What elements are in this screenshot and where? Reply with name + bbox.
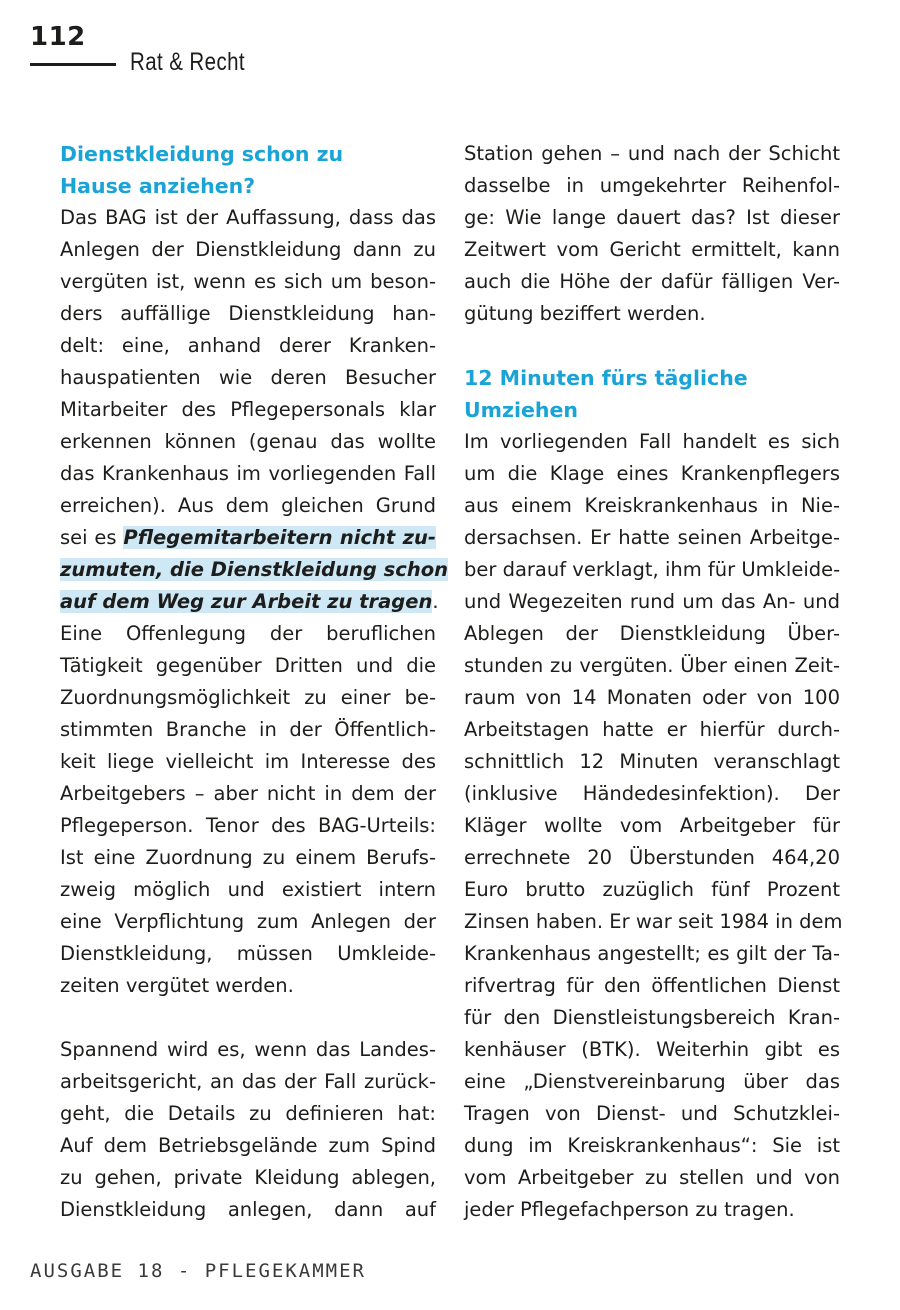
text-line: jeder Pflegefachperson zu tragen. [464,1198,795,1221]
text-line: rifvertrag für den öffentlichen Dienst [464,974,840,997]
text-line: dasselbe in umgekehrter Reihenfol- [464,174,840,197]
text-fragment: sei es [60,526,124,549]
text-line: das Krankenhaus im vorliegenden Fall [60,462,436,485]
text-line: Arbeitgebers – aber nicht in dem der [60,782,436,805]
highlighted-quote: zumuten, die Dienstkleidung schon [60,558,448,581]
text-line: Tätigkeit gegenüber Dritten und die [60,654,436,677]
text-line: Dienstkleidung, müssen Umkleide- [60,942,436,965]
text-line: erreichen). Aus dem gleichen Grund [60,494,436,517]
paragraph-gap [60,1002,436,1034]
text-line: stunden zu vergüten. Über einen Zeit- [464,654,840,677]
page-number: 112 [30,22,86,52]
text-line: zweig möglich und existiert intern [60,878,436,901]
text-line: geht, die Details zu definieren hat: [60,1102,436,1125]
heading-line: Umziehen [464,398,578,422]
text-line [60,586,439,618]
text-line: Zuordnungsmöglichkeit zu einer be- [60,686,436,709]
text-line: vom Arbeitgeber zu stellen und von [464,1166,840,1189]
text-line: dung im Kreiskrankenhaus“: Sie ist [464,1134,840,1157]
text-line: aus einem Kreiskrankenhaus in Nie- [464,494,840,517]
heading-line: Hause anziehen? [60,174,256,198]
heading-line: 12 Minuten fürs tägliche [464,366,748,390]
heading-line: Dienstkleidung schon zu [60,142,344,166]
text-line: Spannend wird es, wenn das Landes- [60,1038,436,1061]
text-line: Dienstkleidung anlegen, dann auf [60,1198,436,1221]
text-line: auch die Höhe der dafür fälligen Ver- [464,270,840,293]
text-line: Ist eine Zuordnung zu einem Berufs- [60,846,436,869]
text-line: delt: eine, anhand derer Kranken- [60,334,436,357]
text-line: Kläger wollte vom Arbeitgeber für [464,814,840,837]
text-line: um die Klage eines Krankenpflegers [464,462,840,485]
text-line: gütung beziffert werden. [464,302,706,325]
text-line: arbeitsgericht, an das der Fall zurück- [60,1070,436,1093]
text-line: erkennen können (genau das wollte [60,430,436,453]
text-line: kenhäuser (BTK). Weiterhin gibt es [464,1038,840,1061]
text-line: Station gehen – und nach der Schicht [464,142,840,165]
text-line: ders auffällige Dienstkleidung han- [60,302,436,325]
text-line: Arbeitstagen hatte er hierfür durch- [464,718,840,741]
text-line: Anlegen der Dienstkleidung dann zu [60,238,436,261]
footer-issue: AUSGABE 18 - PFLEGEKAMMER [30,1260,366,1282]
text-line: Krankenhaus angestellt; es gilt der Ta- [464,942,840,965]
highlighted-quote: Pflegemitarbeitern nicht zu- [123,526,436,549]
text-line: eine Verpflichtung zum Anlegen der [60,910,436,933]
right-column [464,138,843,1226]
text-line: Zinsen haben. Er war seit 1984 in dem [464,910,843,933]
text-line: eine „Dienstvereinbarung über das [464,1070,840,1093]
text-line: Mitarbeiter des Pflegepersonals klar [60,398,436,421]
text-line: Pflegeperson. Tenor des BAG-Urteils: [60,814,436,837]
text-line: schnittlich 12 Minuten veranschlagt [464,750,840,773]
text-line: raum von 14 Monaten oder von 100 [464,686,840,709]
text-line: Zeitwert vom Gericht ermittelt, kann [464,238,840,261]
text-line: ge: Wie lange dauert das? Ist dieser [464,206,840,229]
text-line: Ablegen der Dienstkleidung Über- [464,622,840,645]
text-line: für den Dienstleistungsbereich Kran- [464,1006,840,1029]
text-line: Auf dem Betriebsgelände zum Spind [60,1134,436,1157]
text-line: zu gehen, private Kleidung ablegen, [60,1166,436,1189]
text-line: errechnete 20 Überstunden 464,20 [464,846,840,869]
text-line [60,522,436,554]
header-rule [30,63,116,66]
paragraph-gap [464,330,840,362]
text-line: stimmten Branche in der Öffentlich- [60,718,436,741]
text-line: zeiten vergütet werden. [60,974,294,997]
text-line: ber darauf verklagt, ihm für Umkleide- [464,558,841,581]
text-line: Im vorliegenden Fall handelt es sich [464,430,840,453]
text-line: hauspatienten wie deren Besucher [60,366,436,389]
text-line: (inklusive Händedesinfektion). Der [464,782,840,805]
text-line: vergüten ist, wenn es sich um beson- [60,270,436,293]
highlighted-quote: auf dem Weg zur Arbeit zu tragen [60,590,433,613]
text-line: und Wegezeiten rund um das An- und [464,590,840,613]
text-line [60,554,448,586]
text-line: keit liege vielleicht im Interesse des [60,750,436,773]
text-line: Euro brutto zuzüglich fünf Prozent [464,878,840,901]
text-line: Das BAG ist der Auffassung, dass das [60,206,436,229]
left-column [60,138,448,1226]
text-fragment: . [432,590,439,613]
text-line: Eine Offenlegung der beruflichen [60,622,436,645]
section-title: Rat & Recht [130,48,246,76]
text-line: Tragen von Dienst- und Schutzklei- [464,1102,840,1125]
text-line: dersachsen. Er hatte seinen Arbeitge- [464,526,840,549]
